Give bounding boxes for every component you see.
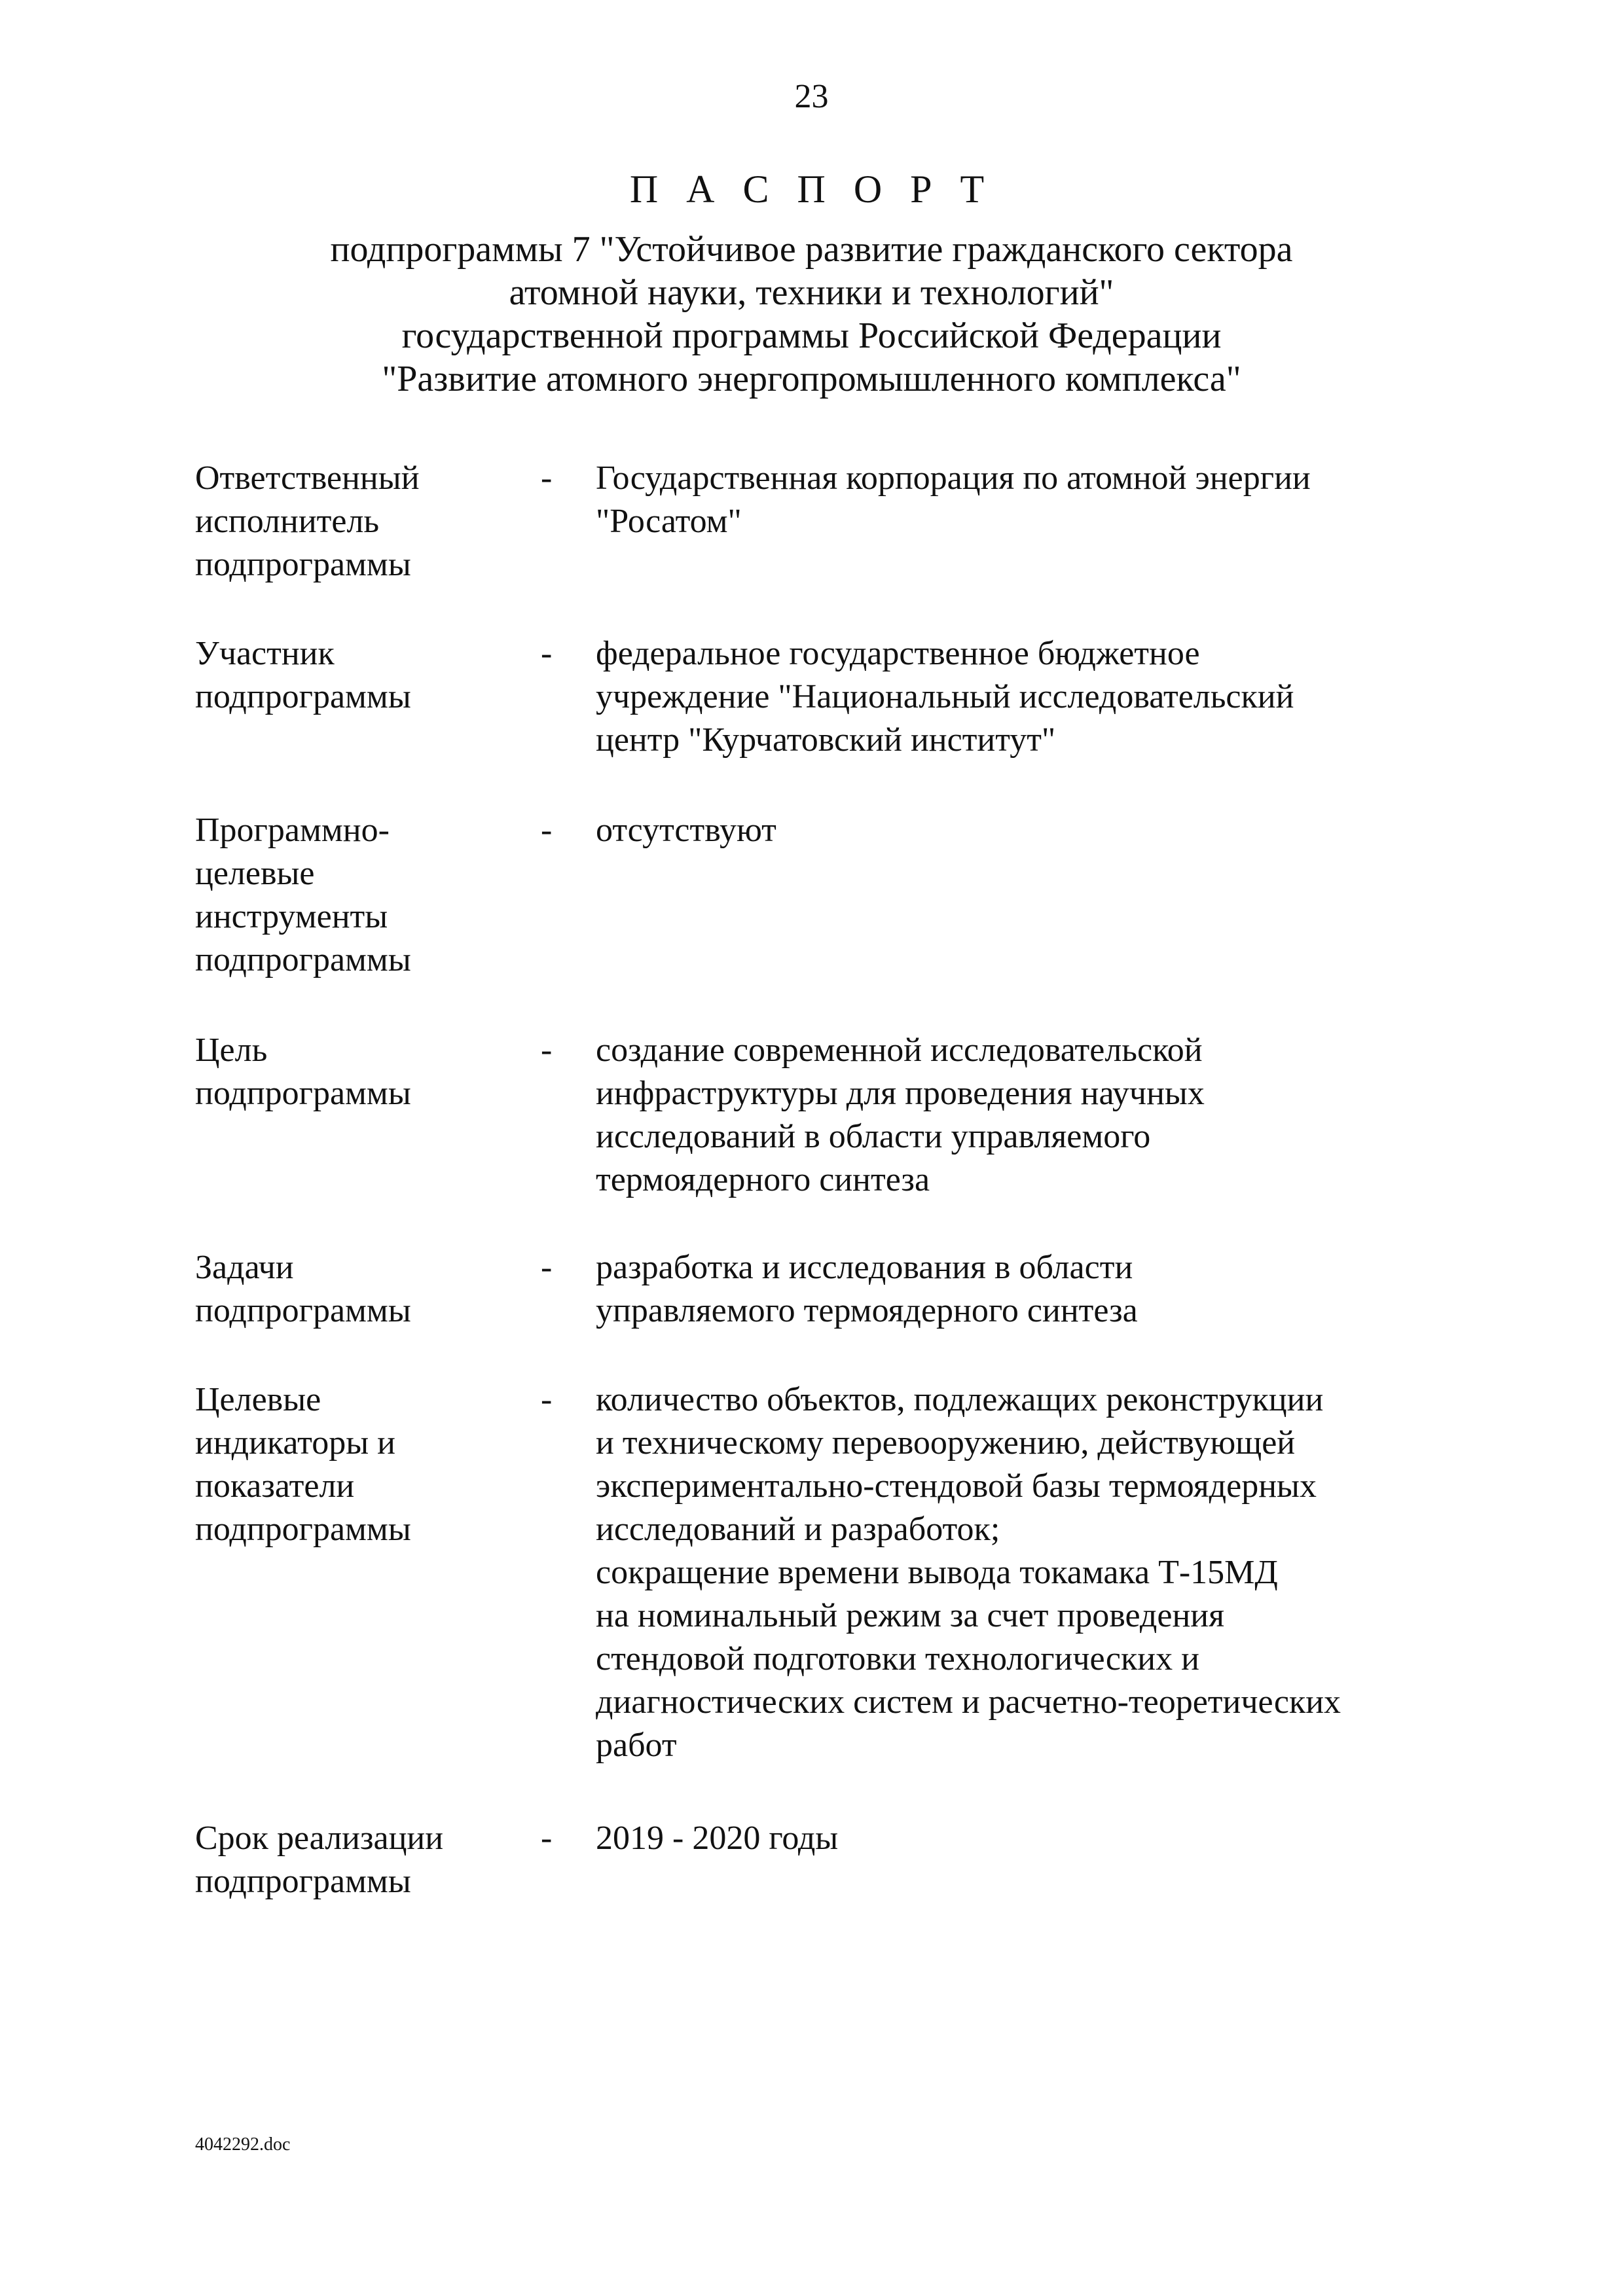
value-line: стендовой подготовки технологических и (596, 1640, 1199, 1677)
label-line: подпрограммы (195, 678, 411, 715)
document-title: П А С П О Р Т (629, 168, 994, 211)
row-label (195, 809, 536, 982)
document-subtitle (196, 228, 1427, 401)
row-value (596, 809, 1447, 852)
row-dash: - (541, 812, 553, 849)
value-line: диагностических систем и расчетно-теоретических (596, 1683, 1341, 1721)
row-value (596, 457, 1447, 543)
row-label (195, 1029, 536, 1115)
row-label (195, 1378, 536, 1551)
subtitle-line: атомной науки, техники и технологий" (509, 272, 1114, 313)
row-dash: - (541, 1031, 553, 1069)
label-line: подпрограммы (195, 941, 411, 978)
value-line: исследований в области управляемого (596, 1118, 1151, 1155)
page-number: 23 (794, 78, 829, 115)
value-line: и техническому перевооружению, действующей (596, 1424, 1296, 1462)
label-line: целевые (195, 855, 315, 892)
value-line: исследований и разработок; (596, 1511, 1000, 1548)
row-dash: - (541, 1381, 553, 1418)
label-line: Целевые (195, 1381, 321, 1418)
label-line: Участник (195, 635, 335, 672)
value-line: федеральное государственное бюджетное (596, 635, 1200, 672)
subtitle-line: государственной программы Российской Федерации (401, 315, 1222, 356)
row-label (195, 1246, 536, 1333)
value-line: создание современной исследовательской (596, 1031, 1203, 1069)
label-line: Программно- (195, 812, 390, 849)
value-line: Государственная корпорация по атомной энергии (596, 459, 1311, 497)
value-line: управляемого термоядерного синтеза (596, 1292, 1138, 1329)
row-label (195, 1817, 536, 1903)
value-line: учреждение "Национальный исследовательский (596, 678, 1294, 715)
value-line: 2019 - 2020 годы (596, 1820, 839, 1857)
row-value (596, 1817, 1447, 1860)
label-line: Срок реализации (195, 1820, 444, 1857)
value-line: "Росатом" (596, 503, 742, 540)
value-line: инфраструктуры для проведения научных (596, 1075, 1205, 1112)
label-line: подпрограммы (195, 1511, 411, 1548)
value-line: сокращение времени вывода токамака Т-15МД (596, 1554, 1278, 1591)
value-line: на номинальный режим за счет проведения (596, 1597, 1225, 1634)
label-line: показатели (195, 1467, 355, 1505)
value-line: отсутствуют (596, 812, 776, 849)
label-line: Задачи (195, 1249, 294, 1286)
row-value (596, 632, 1447, 762)
value-line: работ (596, 1727, 677, 1764)
label-line: Ответственный (195, 459, 420, 497)
subtitle-line: "Развитие атомного энергопромышленного комплекса" (382, 359, 1241, 399)
label-line: подпрограммы (195, 1075, 411, 1112)
value-line: разработка и исследования в области (596, 1249, 1133, 1286)
label-line: инструменты (195, 898, 388, 935)
label-line: исполнитель (195, 503, 380, 540)
label-line: Цель (195, 1031, 268, 1069)
row-dash: - (541, 635, 553, 672)
row-dash: - (541, 1820, 553, 1857)
row-value (596, 1029, 1447, 1202)
value-line: центр "Курчатовский институт" (596, 721, 1056, 759)
label-line: подпрограммы (195, 546, 411, 583)
label-line: подпрограммы (195, 1863, 411, 1900)
label-line: индикаторы и (195, 1424, 395, 1462)
value-line: термоядерного синтеза (596, 1161, 930, 1198)
row-label (195, 457, 536, 586)
footer-filename: 4042292.doc (195, 2134, 291, 2155)
row-value (596, 1246, 1447, 1333)
row-value (596, 1378, 1447, 1767)
row-dash: - (541, 459, 553, 497)
label-line: подпрограммы (195, 1292, 411, 1329)
value-line: экспериментально-стендовой базы термоядерных (596, 1467, 1317, 1505)
value-line: количество объектов, подлежащих реконструкции (596, 1381, 1324, 1418)
row-dash: - (541, 1249, 553, 1286)
row-label (195, 632, 536, 719)
subtitle-line: подпрограммы 7 "Устойчивое развитие гражданского сектора (330, 229, 1293, 270)
